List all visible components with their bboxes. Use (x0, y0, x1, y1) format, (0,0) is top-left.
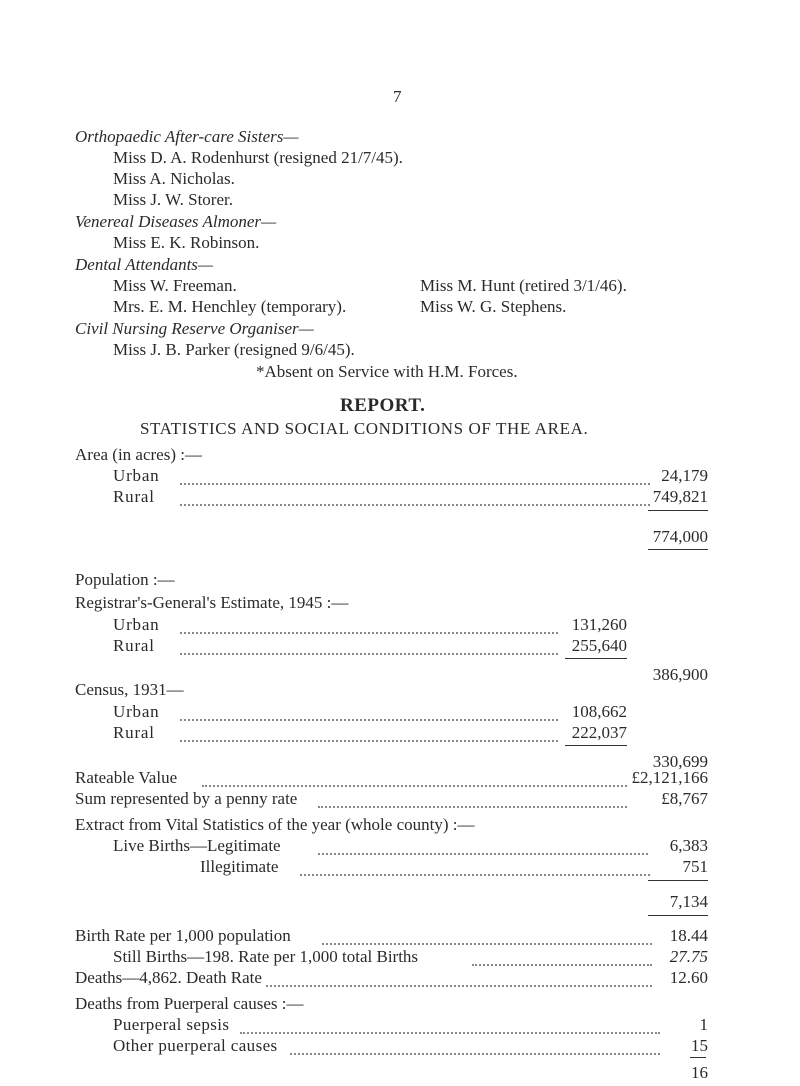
sum-rule (565, 658, 627, 659)
staff-member: Miss A. Nicholas. (113, 169, 235, 188)
illegit-label: Illegitimate (200, 857, 279, 876)
staff-member: Miss D. A. Rodenhurst (resigned 21/7/45). (113, 148, 403, 167)
area-urban-value: 24,179 (661, 466, 708, 485)
leader-dots (180, 618, 558, 634)
vital-heading: Extract from Vital Statistics of the year (whole county) :— (75, 815, 475, 834)
leader-dots (322, 929, 652, 945)
est-rural-value: 255,640 (571, 636, 627, 655)
area-rural-label: Rural (113, 487, 155, 506)
census-heading: Census, 1931— (75, 680, 184, 699)
staff-member: Miss E. K. Robinson. (113, 233, 260, 252)
rateable-value: £2,121,166 (631, 768, 708, 787)
staff-member: Mrs. E. M. Henchley (temporary). (113, 297, 347, 316)
leader-dots (318, 792, 627, 808)
est-total: 386,900 (652, 665, 708, 684)
still-births-value: 27.75 (669, 947, 708, 966)
leader-dots (180, 726, 558, 742)
census-urban-label: Urban (113, 702, 160, 721)
leader-dots (180, 639, 558, 655)
staff-member: Miss W. Freeman. (113, 276, 237, 295)
staff-member: Miss M. Hunt (retired 3/1/46). (420, 276, 627, 295)
rateable-label: Rateable Value (75, 768, 178, 787)
page-number: 7 (393, 87, 402, 106)
census-urban-value: 108,662 (571, 702, 627, 721)
puerperal-total: 16 (691, 1063, 708, 1082)
footnote: *Absent on Service with H.M. Forces. (256, 362, 518, 381)
sum-rule (565, 745, 627, 746)
est-urban-value: 131,260 (571, 615, 627, 634)
other-puerperal-value: 15 (691, 1036, 708, 1055)
penny-rate-label: Sum represented by a penny rate (75, 789, 298, 808)
deaths-label: Deaths—4,862. Death Rate (75, 968, 262, 987)
area-total: 774,000 (652, 527, 708, 546)
births-total: 7,134 (669, 892, 708, 911)
leader-dots (240, 1018, 660, 1034)
deaths-value: 12.60 (669, 968, 708, 987)
birth-rate-label: Birth Rate per 1,000 population (75, 926, 291, 945)
legit-value: 6,383 (669, 836, 708, 855)
leader-dots (290, 1039, 660, 1055)
orthopaedic-heading: Orthopaedic After-care Sisters— (75, 127, 299, 146)
sum-rule (648, 510, 708, 511)
dental-heading: Dental Attendants— (75, 255, 214, 274)
leader-dots (266, 971, 652, 987)
area-urban-label: Urban (113, 466, 160, 485)
report-subtitle: STATISTICS AND SOCIAL CONDITIONS OF THE AREA. (140, 419, 589, 438)
civil-nursing-heading: Civil Nursing Reserve Organiser— (75, 319, 314, 338)
sum-rule (648, 880, 708, 881)
illegit-value: 751 (682, 857, 708, 876)
leader-dots (300, 860, 650, 876)
other-puerperal-label: Other puerperal causes (113, 1036, 278, 1055)
puerperal-heading: Deaths from Puerperal causes :— (75, 994, 304, 1013)
birth-rate-value: 18.44 (669, 926, 708, 945)
est-rural-label: Rural (113, 636, 155, 655)
area-rural-value: 749,821 (652, 487, 708, 506)
census-rural-value: 222,037 (571, 723, 627, 742)
population-heading: Population :— (75, 570, 175, 589)
staff-member: Miss J. B. Parker (resigned 9/6/45). (113, 340, 355, 359)
penny-rate-value: £8,767 (661, 789, 708, 808)
sum-rule (690, 1057, 706, 1058)
est-urban-label: Urban (113, 615, 160, 634)
report-title: REPORT. (340, 395, 426, 416)
estimate-heading: Registrar's-General's Estimate, 1945 :— (75, 593, 349, 612)
leader-dots (318, 839, 648, 855)
legit-label: Live Births—Legitimate (113, 836, 281, 855)
leader-dots (180, 705, 558, 721)
leader-dots (180, 490, 650, 506)
venereal-heading: Venereal Diseases Almoner— (75, 212, 277, 231)
sum-rule (648, 549, 708, 550)
sepsis-value: 1 (699, 1015, 708, 1034)
staff-member: Miss J. W. Storer. (113, 190, 233, 209)
leader-dots (202, 771, 627, 787)
sepsis-label: Puerperal sepsis (113, 1015, 230, 1034)
leader-dots (472, 950, 652, 966)
sum-rule (648, 915, 708, 916)
still-births-label: Still Births—198. Rate per 1,000 total Births (113, 947, 419, 966)
area-heading: Area (in acres) :— (75, 445, 202, 464)
staff-member: Miss W. G. Stephens. (420, 297, 567, 316)
census-total: 330,699 (652, 752, 708, 771)
census-rural-label: Rural (113, 723, 155, 742)
leader-dots (180, 469, 650, 485)
